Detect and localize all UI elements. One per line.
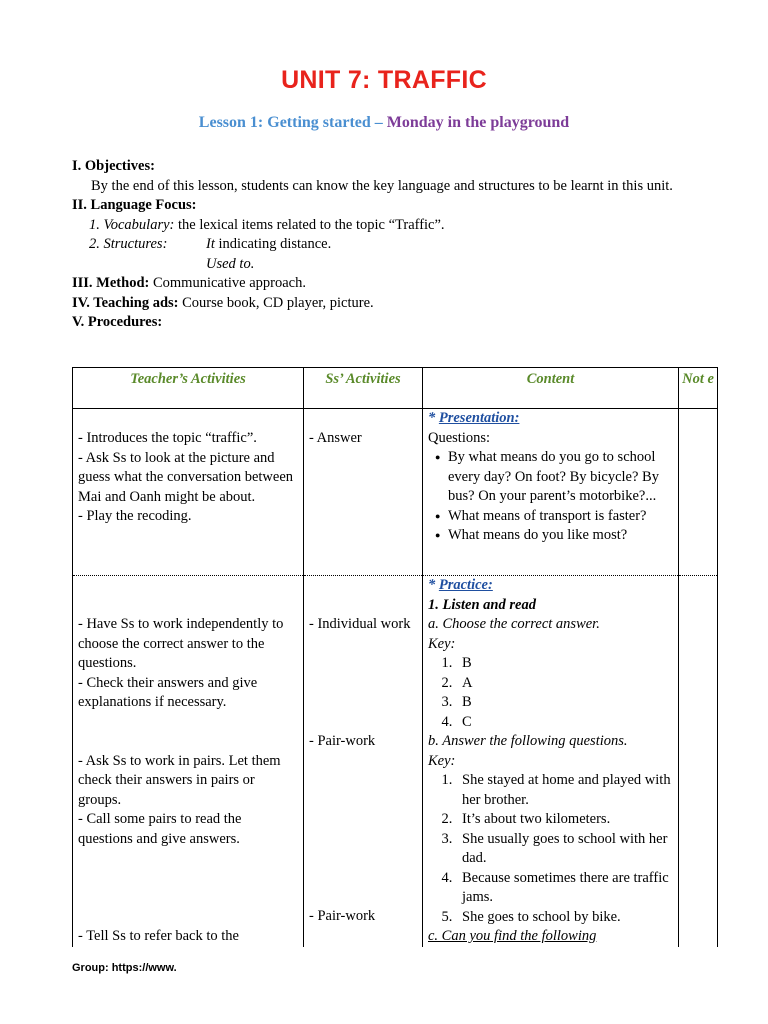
list-item: 3. She usually goes to school with her dad. — [456, 830, 673, 869]
list-item: 1. She stayed at home and played with her brother. — [456, 771, 673, 810]
part-b-heading: b. Answer the following questions. — [428, 733, 628, 749]
structures-line — [72, 235, 712, 255]
objectives-section — [72, 157, 712, 333]
questions-label: Questions: — [428, 429, 491, 446]
language-focus-heading: II. Language Focus: — [72, 197, 197, 213]
key-label: Key: — [428, 752, 456, 769]
objectives-text: By the end of this lesson, students can know the key language and structures to be learnt in this unit. — [91, 177, 673, 194]
teaching-aids-line — [72, 294, 712, 314]
key-label: Key: — [428, 635, 456, 652]
header-note: Not e — [679, 368, 718, 409]
objectives-heading: I. Objectives: — [72, 158, 155, 174]
row2-ss-cell — [304, 576, 423, 947]
row2-teacher-cell — [73, 576, 304, 947]
structure-it-text: indicating distance. — [214, 236, 332, 252]
row2-teacher-line: - Check their answers and give explanations if necessary. — [78, 674, 258, 710]
row1-content-cell — [423, 409, 679, 576]
keys-a-list — [428, 654, 673, 732]
row2-content-cell — [423, 576, 679, 947]
row1-teacher-line: - Play the recoding. — [78, 508, 192, 524]
header-ss: Ss’ Activities — [304, 368, 423, 409]
row1-note-cell — [679, 409, 718, 576]
vocabulary-line — [72, 216, 712, 236]
list-item: ● What means do you like most? — [448, 526, 673, 546]
table-row — [73, 409, 718, 576]
row2-teacher-line: - Tell Ss to refer back to the — [78, 928, 239, 944]
row2-teacher-line: - Call some pairs to read the questions and give answers. — [78, 811, 242, 847]
list-item: 2. A — [456, 674, 673, 694]
practice-label: Practice: — [438, 577, 493, 593]
header-teacher: Teacher’s Activities — [73, 368, 304, 409]
procedures-heading: V. Procedures: — [72, 314, 163, 330]
list-item: ● What means of transport is faster? — [448, 507, 673, 527]
structures-label: 2. Structures: — [89, 236, 168, 252]
row1-teacher-cell — [73, 409, 304, 576]
page-title: UNIT 7: TRAFFIC — [281, 66, 487, 94]
vocabulary-text: the lexical items related to the topic “Traffic”. — [174, 216, 445, 233]
table-row — [73, 576, 718, 947]
footer-group-link[interactable]: Group: https://www. — [72, 962, 177, 974]
presentation-star: * — [428, 410, 439, 426]
row1-ss-cell — [304, 409, 423, 576]
method-label: III. Method: — [72, 275, 150, 291]
row1-ss-answer: - Answer — [309, 430, 362, 446]
lesson-topic: Monday in the playground — [386, 114, 570, 131]
row2-ss-pairwork: - Pair-work — [309, 908, 376, 924]
vocabulary-label: 1. Vocabulary: — [89, 216, 175, 233]
list-item: 5. She goes to school by bike. — [456, 908, 673, 928]
list-item: ● By what means do you go to school every day? On foot? By bicycle? By bus? On your parent’s motorbike?... — [448, 448, 673, 507]
presentation-heading — [428, 409, 673, 429]
presentation-label: Presentation: — [438, 410, 520, 426]
teaching-aids-text: Course book, CD player, picture. — [178, 294, 374, 311]
practice-heading — [428, 576, 673, 596]
row1-teacher-line: - Introduces the topic “traffic”. — [78, 430, 257, 446]
row2-ss-individual: - Individual work — [309, 616, 411, 632]
list-item: 4. C — [456, 713, 673, 733]
method-text: Communicative approach. — [149, 275, 306, 291]
list-item: 3. B — [456, 693, 673, 713]
procedures-table — [72, 367, 718, 947]
keys-b-list — [428, 771, 673, 927]
teaching-aids-label: IV. Teaching ads: — [72, 294, 179, 311]
part-a-heading: a. Choose the correct answer. — [428, 616, 600, 632]
row1-teacher-line: - Ask Ss to look at the picture and guess what the conversation between Mai and Oanh might be about. — [78, 449, 294, 505]
row2-note-cell — [679, 576, 718, 947]
row2-teacher-line: - Ask Ss to work in pairs. Let them check their answers in pairs or groups. — [78, 752, 281, 808]
practice-star: * — [428, 577, 439, 593]
listen-read-heading: 1. Listen and read — [428, 596, 536, 613]
part-c-heading: c. Can you find the following — [428, 928, 597, 944]
structure-used-to: Used to. — [206, 255, 255, 272]
structure-it: It — [206, 236, 215, 252]
header-content: Content — [423, 368, 679, 409]
method-line — [72, 274, 712, 294]
table-header-row — [73, 368, 718, 409]
list-item: 4. Because sometimes there are traffic jams. — [456, 869, 673, 908]
list-item: 2. It’s about two kilometers. — [456, 810, 673, 830]
lesson-subtitle — [0, 114, 768, 132]
list-item: 1. B — [456, 654, 673, 674]
lesson-label: Lesson 1: Getting started – — [198, 114, 387, 131]
row2-teacher-line: - Have Ss to work independently to choose the correct answer to the questions. — [78, 616, 284, 671]
questions-list — [428, 448, 673, 546]
row2-ss-pairwork: - Pair-work — [309, 732, 376, 749]
